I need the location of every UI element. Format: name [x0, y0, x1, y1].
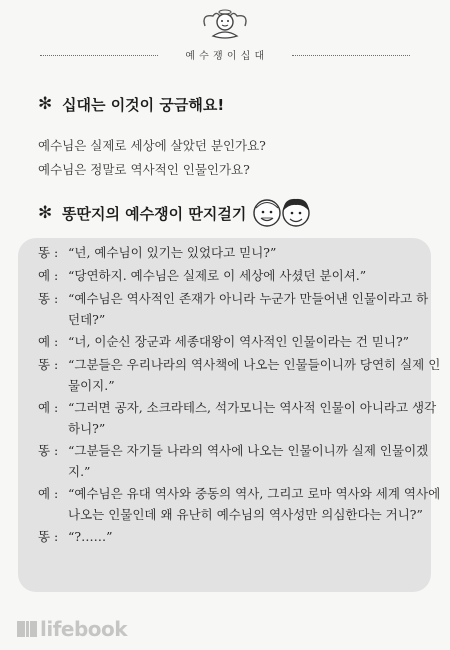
- asterisk-icon: ✻: [38, 203, 53, 223]
- dialogue-text-continued: 나오는 인물인데 왜 유난히 예수님의 역사성만 의심한다는 거니?”: [68, 507, 423, 522]
- dialogue-text: “너, 이순신 장군과 세종대왕이 역사적인 인물이라는 건 믿니?”: [68, 334, 410, 349]
- asterisk-icon: ✻: [38, 94, 53, 114]
- question-item: 예수님은 실제로 세상에 살았던 분인가요?: [38, 138, 266, 153]
- dialogue-line: [38, 357, 440, 373]
- speaker-label: 예 :: [38, 268, 59, 283]
- section-heading-text: 십대는 이것이 궁금해요!: [62, 95, 225, 114]
- header-divider: [40, 55, 158, 56]
- running-header: [40, 45, 410, 65]
- dialogue-line: [38, 486, 440, 502]
- section-heading-questions: [38, 91, 224, 117]
- speaker-label: 똥 :: [38, 529, 59, 544]
- watermark-text: lifebook: [40, 617, 128, 641]
- dialogue-text: “예수님은 유대 역사와 중동의 역사, 그리고 로마 역사와 세계 역사에: [68, 486, 441, 501]
- dialogue-text: “그러면 공자, 소크라테스, 석가모니는 역사적 인물이 아니라고 생각: [68, 400, 437, 415]
- header-divider: [292, 55, 410, 56]
- dialogue-line: [38, 334, 409, 350]
- dialogue-line: [38, 268, 366, 284]
- dialogue-text-continued: 하니?”: [68, 421, 106, 436]
- dark-hair-face-icon: [283, 199, 309, 226]
- dialogue-text: “예수님은 역사적인 존재가 아니라 누군가 만들어낸 인물이라고 하: [68, 291, 429, 306]
- speaker-label: 똥 :: [38, 291, 59, 306]
- dialogue-text-continued: 지.”: [68, 464, 91, 479]
- dialogue-text-continued: 물이지.”: [68, 378, 115, 393]
- cherub-icon: [199, 6, 251, 42]
- speaker-label: 똥 :: [38, 357, 59, 372]
- dialogue-text: “그분들은 우리나라의 역사책에 나오는 인물들이니까 당연히 실제 인: [68, 357, 441, 372]
- question-item: 예수님은 정말로 역사적인 인물인가요?: [38, 162, 250, 177]
- dialogue-text-continued: 던데?”: [68, 312, 106, 327]
- speaker-label: 똥 :: [38, 245, 59, 260]
- speaker-label: 예 :: [38, 486, 59, 501]
- speaker-label: 예 :: [38, 334, 59, 349]
- dialogue-text: “당연하지. 예수님은 실제로 이 세상에 사셨던 분이셔.”: [68, 268, 367, 283]
- dialogue-line: [38, 400, 436, 416]
- running-title: 예 수 쟁 이 십 대: [185, 51, 265, 62]
- section-heading-text: 똥딴지의 예수쟁이 딴지걸기: [62, 204, 247, 223]
- dialogue-line: [38, 291, 428, 307]
- dialogue-line: [38, 529, 112, 545]
- dialogue-text: “?……”: [68, 529, 113, 544]
- section-heading-dialogue: [38, 200, 246, 226]
- dialogue-line: [38, 443, 428, 459]
- speaker-label: 예 :: [38, 400, 59, 415]
- dialogue-text: “넌, 예수님이 있기는 있었다고 믿니?”: [68, 245, 277, 260]
- dialogue-text: “그분들은 자기들 나라의 역사에 나오는 인물이니까 실제 인물이겠: [68, 443, 429, 458]
- bald-face-icon: [254, 200, 280, 226]
- speaker-label: 똥 :: [38, 443, 59, 458]
- dialogue-line: [38, 245, 276, 261]
- characters-illustration: [251, 195, 313, 229]
- lifebook-watermark: [16, 617, 127, 641]
- book-icon: [16, 619, 38, 639]
